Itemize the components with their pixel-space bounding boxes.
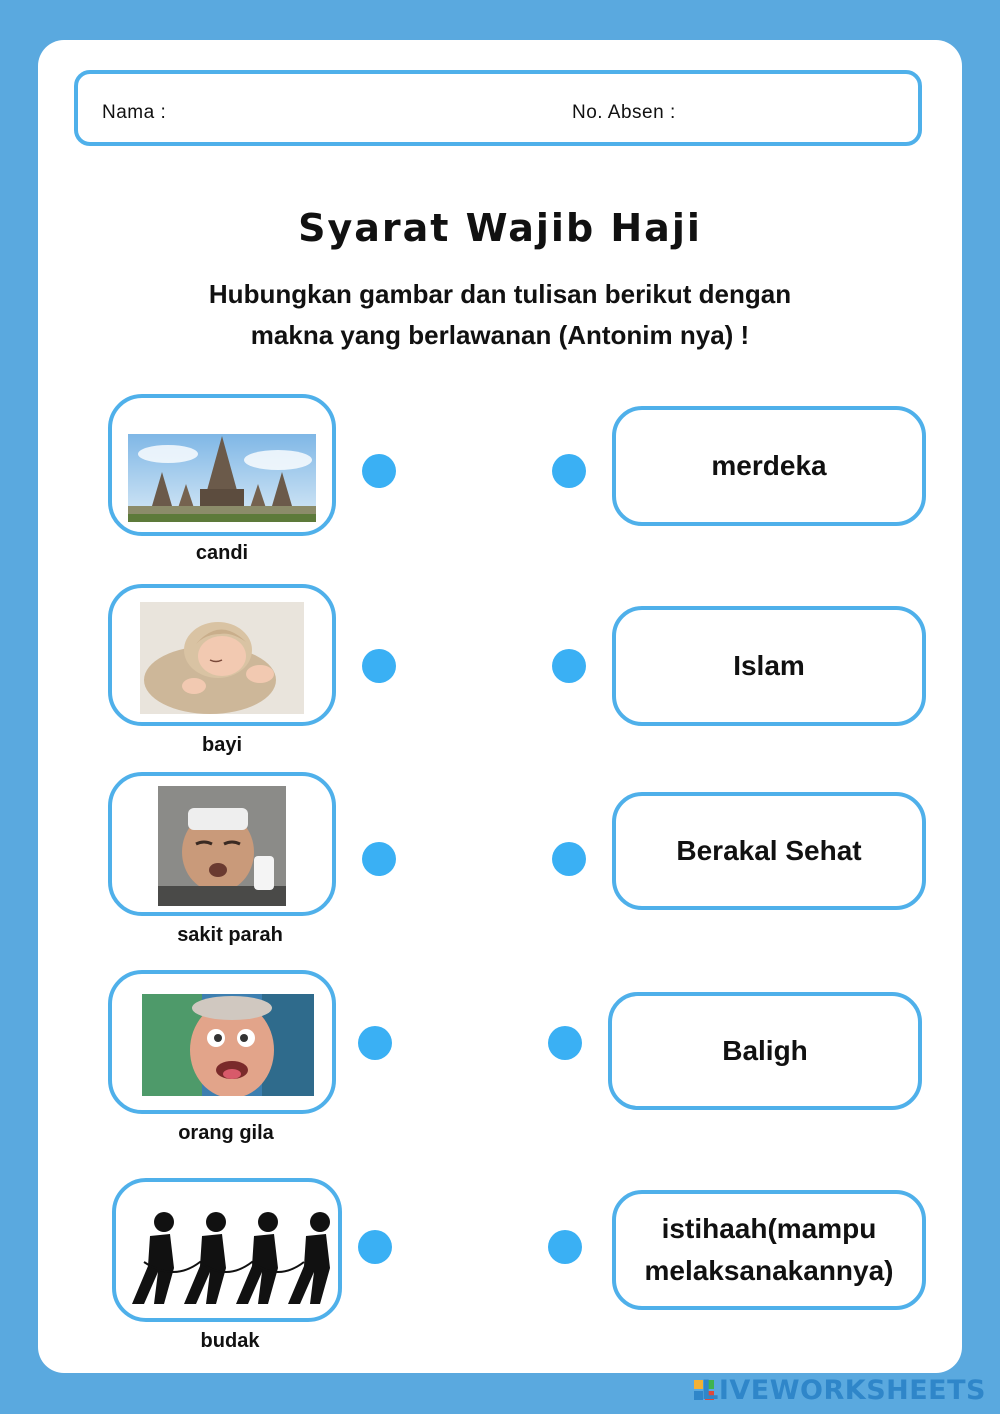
match-dot-left-3[interactable] [362, 842, 396, 876]
worksheet-page [38, 40, 962, 1373]
word-card-merdeka: merdeka [612, 406, 926, 526]
caption-sakit-parah: sakit parah [177, 924, 283, 946]
caption-budak: budak [200, 1330, 260, 1352]
match-dot-left-1[interactable] [362, 454, 396, 488]
match-dot-right-1[interactable] [552, 454, 586, 488]
match-dot-right-4[interactable] [548, 1026, 582, 1060]
image-card-sakit-parah [108, 772, 336, 916]
match-dot-right-3[interactable] [552, 842, 586, 876]
word-card-islam: Islam [612, 606, 926, 726]
image-card-bayi [108, 584, 336, 726]
chained-slaves-image [124, 1212, 334, 1306]
worksheet-title: Syarat Wajib Haji [298, 206, 702, 250]
crazy-face-image [142, 994, 314, 1096]
name-label: Nama : [102, 102, 167, 123]
instruction-text: Hubungkan gambar dan tulisan berikut dengan makna yang berlawanan (Antonim nya) ! [208, 279, 792, 350]
image-card-budak [112, 1178, 342, 1322]
caption-candi: candi [195, 542, 249, 564]
word-card-istihaah: istihaah(mampu melaksanakannya) [612, 1190, 926, 1310]
caption-bayi: bayi [201, 734, 243, 756]
image-card-orang-gila [108, 970, 336, 1114]
student-info-box [74, 70, 922, 146]
caption-orang-gila: orang gila [178, 1122, 274, 1144]
temple-image [128, 434, 316, 522]
baby-image [140, 602, 304, 714]
sick-person-image [158, 786, 286, 906]
match-dot-right-2[interactable] [552, 649, 586, 683]
match-dot-right-5[interactable] [548, 1230, 582, 1264]
word-card-baligh: Baligh [608, 992, 922, 1110]
match-dot-left-5[interactable] [358, 1230, 392, 1264]
image-card-candi [108, 394, 336, 536]
word-card-berakal-sehat: Berakal Sehat [612, 792, 926, 910]
liveworksheets-brand: LIVEWORKSHEETS [701, 1375, 986, 1406]
absen-label: No. Absen : [572, 102, 676, 123]
match-dot-left-4[interactable] [358, 1026, 392, 1060]
match-dot-left-2[interactable] [362, 649, 396, 683]
